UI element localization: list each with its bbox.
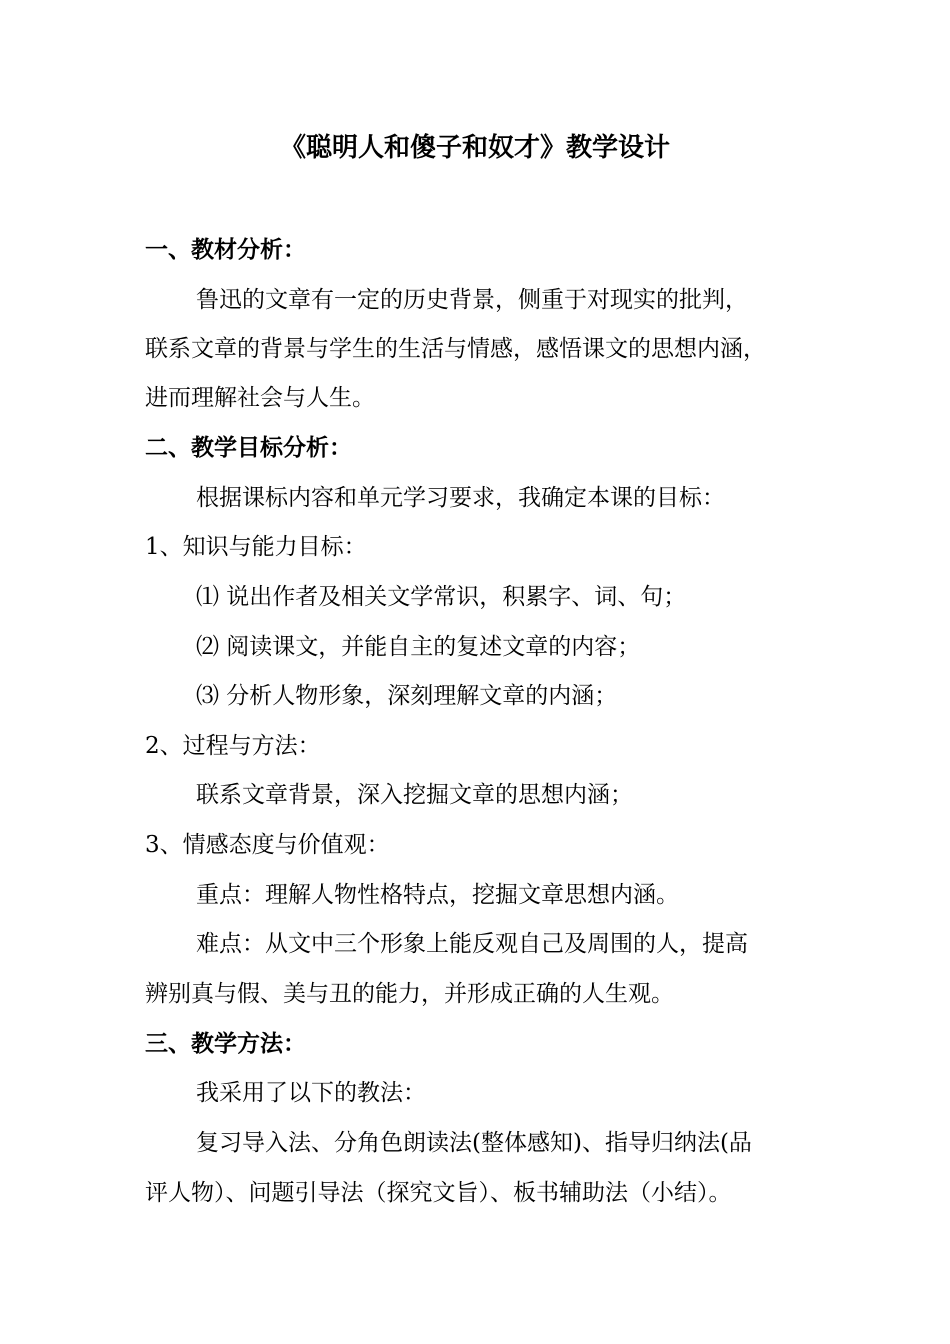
paragraph-line: 根据课标内容和单元学习要求，我确定本课的目标： <box>196 485 725 511</box>
section-heading-teaching-goals: 二、教学目标分析： <box>145 435 352 461</box>
paragraph-line: 联系文章背景，深入挖掘文章的思想内涵； <box>196 782 633 808</box>
paragraph-line: 我采用了以下的教法： <box>196 1080 426 1106</box>
section-heading-teaching-methods: 三、教学方法： <box>145 1031 306 1057</box>
document-title: 《聪明人和傻子和奴才》教学设计 <box>279 133 670 163</box>
section-heading-textbook-analysis: 一、教材分析： <box>145 237 306 263</box>
paragraph-line: 联系文章的背景与学生的生活与情感，感悟课文的思想内涵， <box>145 336 766 362</box>
paragraph-line: 进而理解社会与人生。 <box>145 385 375 411</box>
difficulty-line: 难点：从文中三个形象上能反观自己及周围的人，提高 <box>196 931 748 957</box>
goal-label: 3、情感态度与价值观： <box>145 832 390 858</box>
goal-subitem: ⑵ 阅读课文，并能自主的复述文章的内容； <box>196 634 641 660</box>
goal-label: 2、过程与方法： <box>145 733 321 759</box>
method-line: 评人物）、问题引导法（探究文旨）、板书辅助法（小结）。 <box>145 1180 732 1206</box>
paragraph-line: 鲁迅的文章有一定的历史背景，侧重于对现实的批判， <box>196 287 748 313</box>
goal-subitem: ⑶ 分析人物形象，深刻理解文章的内涵； <box>196 683 618 709</box>
method-line: 复习导入法、分角色朗读法(整体感知)、指导归纳法(品 <box>196 1130 752 1156</box>
difficulty-line: 辨别真与假、美与丑的能力，并形成正确的人生观。 <box>145 981 674 1007</box>
key-point-line: 重点：理解人物性格特点，挖掘文章思想内涵。 <box>196 882 679 908</box>
goal-subitem: ⑴ 说出作者及相关文学常识，积累字、词、句； <box>196 584 687 610</box>
goal-label: 1、知识与能力目标： <box>145 534 367 560</box>
